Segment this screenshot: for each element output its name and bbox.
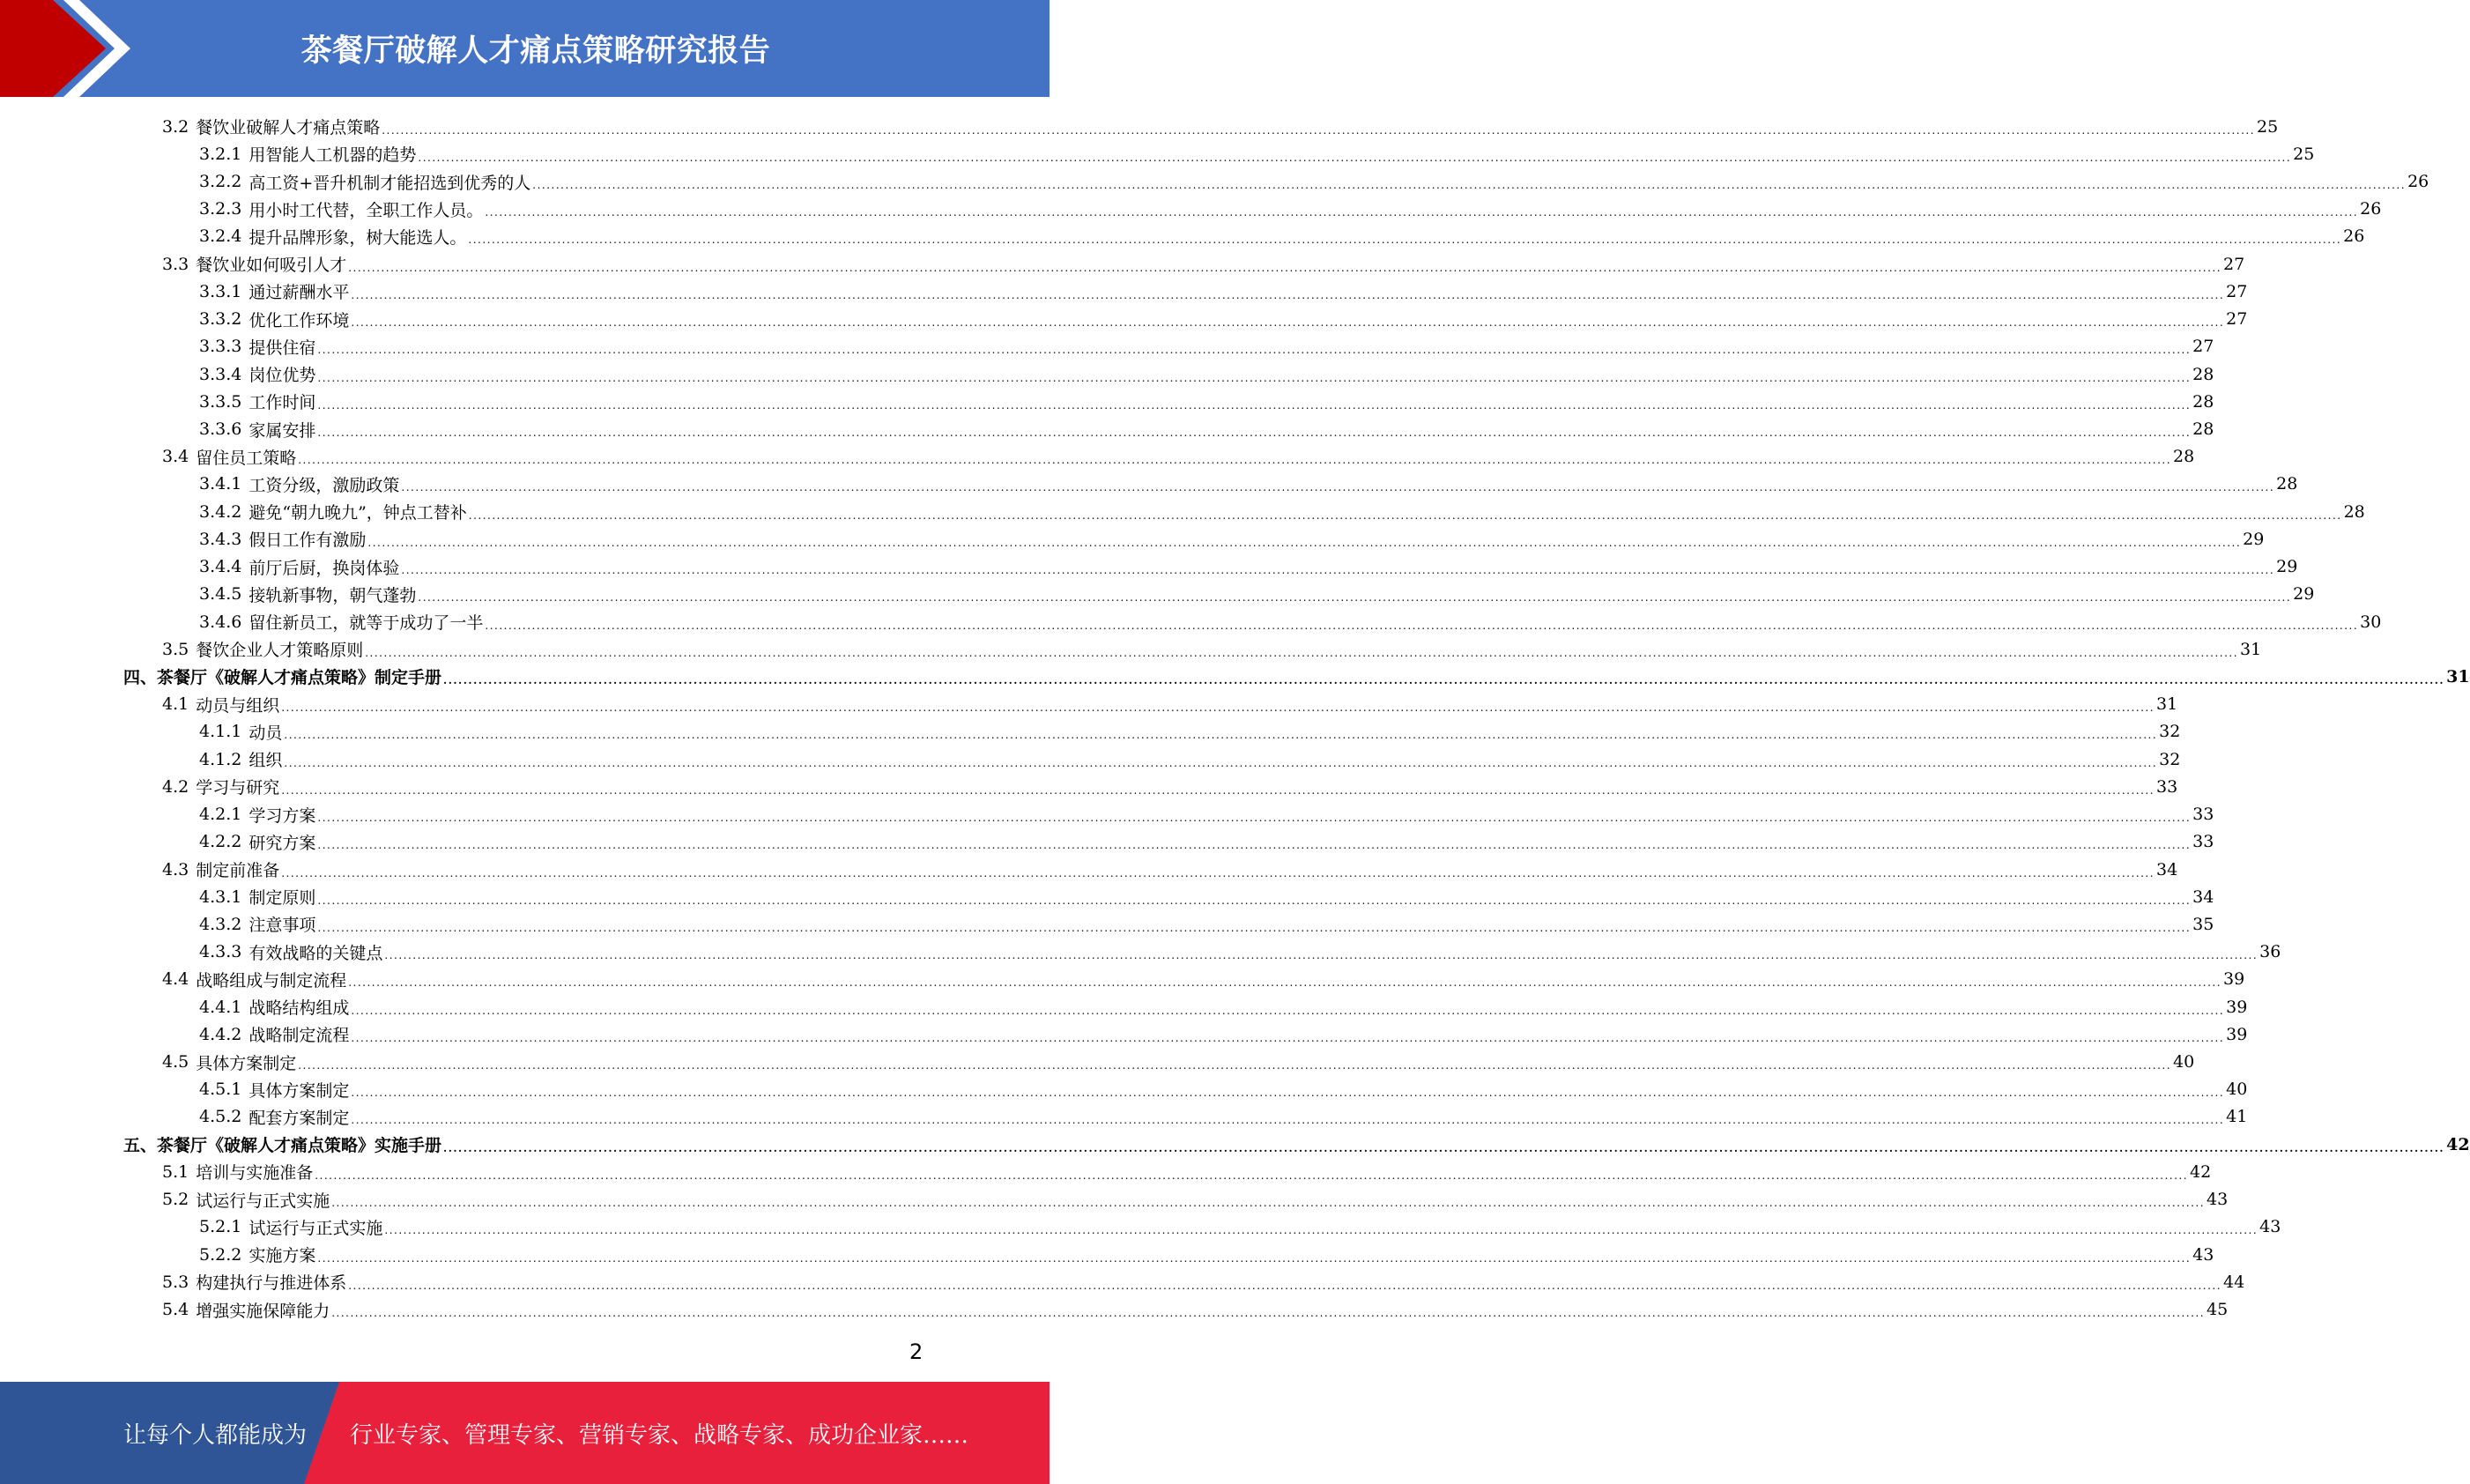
toc-entry-title: 试运行与正式实施 (248, 1218, 383, 1238)
toc-entry[interactable] (123, 718, 2181, 746)
toc-entry-title: 构建执行与推进体系 (196, 1273, 347, 1294)
toc-entry-page: 41 (2226, 1107, 2248, 1127)
toc-entry[interactable] (123, 498, 2365, 525)
toc-entry[interactable] (123, 1213, 2281, 1241)
toc-entry-number: 4.2.2 (199, 832, 242, 852)
toc-entry-number: 4.1 (162, 694, 189, 715)
footer-banner (0, 1382, 1050, 1484)
toc-dot-leader: ................................................................................................................................................................................................................................................................................................................................................................................................................ (443, 673, 2445, 686)
toc-entry-page: 42 (2446, 1134, 2470, 1154)
toc-entry-page: 33 (2156, 776, 2178, 797)
toc-entry-number: 3.2.4 (199, 226, 242, 247)
toc-entry-number: 5.3 (162, 1272, 189, 1292)
toc-entry-number: 5.1 (162, 1161, 189, 1182)
toc-entry-page: 43 (2259, 1217, 2281, 1237)
toc-entry-title: 组织 (248, 751, 283, 771)
toc-entry-title: 具体方案制定 (248, 1080, 350, 1101)
toc-dot-leader: ................................................................................................................................................................................................................................................................................................................................................................................................................ (532, 179, 2407, 192)
toc-entry-number: 3.2.1 (199, 144, 242, 164)
toc-dot-leader: ................................................................................................................................................................................................................................................................................................................................................................................................................ (384, 949, 2259, 962)
toc-entry-page: 31 (2446, 666, 2470, 686)
toc-entry-page: 33 (2192, 832, 2214, 852)
toc-entry-title: 家属安排 (248, 420, 316, 441)
toc-entry-page: 28 (2276, 474, 2298, 494)
toc-entry-page: 28 (2192, 391, 2214, 412)
toc-dot-leader: ................................................................................................................................................................................................................................................................................................................................................................................................................ (284, 729, 2158, 742)
toc-dot-leader: ................................................................................................................................................................................................................................................................................................................................................................................................................ (401, 481, 2275, 494)
toc-entry-title: 战略制定流程 (248, 1026, 350, 1046)
toc-entry-page: 29 (2276, 557, 2298, 577)
toc-entry-page: 26 (2360, 199, 2382, 219)
toc-entry-number: 3.3.4 (199, 364, 242, 384)
toc-entry-page: 36 (2259, 942, 2281, 962)
toc-entry-title: 试运行与正式实施 (196, 1191, 330, 1211)
toc-entry[interactable] (123, 333, 2214, 360)
toc-dot-leader: ................................................................................................................................................................................................................................................................................................................................................................................................................ (351, 316, 2225, 330)
toc-dot-leader: ................................................................................................................................................................................................................................................................................................................................................................................................................ (281, 783, 2155, 797)
toc-entry-page: 30 (2360, 612, 2382, 632)
toc-entry-page: 45 (2207, 1300, 2229, 1320)
toc-dot-leader: ................................................................................................................................................................................................................................................................................................................................................................................................................ (317, 344, 2192, 357)
toc-entry-page: 31 (2156, 694, 2178, 715)
toc-entry-page: 32 (2159, 749, 2181, 769)
toc-entry-page: 39 (2226, 997, 2248, 1017)
toc-entry-title: 工作时间 (248, 393, 316, 413)
toc-entry-number: 3.4 (162, 447, 189, 467)
toc-entry[interactable] (123, 443, 2195, 471)
toc-entry-page: 29 (2243, 529, 2265, 549)
toc-dot-leader: ................................................................................................................................................................................................................................................................................................................................................................................................................ (351, 1004, 2225, 1017)
toc-entry-page: 34 (2192, 887, 2214, 907)
toc-entry-page: 39 (2226, 1024, 2248, 1044)
toc-entry-number: 3.3.1 (199, 281, 242, 301)
toc-entry-number: 3.2 (162, 116, 189, 137)
toc-entry-number: 4.3.2 (199, 914, 242, 934)
toc-entry-title: 动员与组织 (196, 695, 280, 716)
toc-entry[interactable] (123, 800, 2214, 827)
toc-entry[interactable] (123, 1076, 2248, 1103)
toc-dot-leader: ................................................................................................................................................................................................................................................................................................................................................................................................................ (485, 206, 2359, 219)
toc-entry-page: 29 (2293, 584, 2315, 605)
toc-entry[interactable] (123, 250, 2245, 278)
toc-entry-page: 27 (2223, 254, 2245, 274)
toc-dot-leader: ................................................................................................................................................................................................................................................................................................................................................................................................................ (298, 454, 2172, 467)
toc-entry-title: 学习方案 (248, 805, 316, 826)
toc-entry-page: 40 (2173, 1052, 2195, 1072)
toc-entry-page: 42 (2190, 1161, 2212, 1182)
toc-entry-title: 具体方案制定 (196, 1053, 297, 1073)
toc-entry-title: 留住员工策略 (196, 448, 297, 468)
toc-dot-leader: ................................................................................................................................................................................................................................................................................................................................................................................................................ (351, 1087, 2225, 1100)
toc-dot-leader: ................................................................................................................................................................................................................................................................................................................................................................................................................ (317, 812, 2192, 825)
toc-entry-number: 4.4.1 (199, 997, 242, 1017)
toc-entry-title: 前厅后厨，换岗体验 (248, 558, 400, 578)
toc-entry[interactable] (123, 140, 2315, 167)
toc-dot-leader: ................................................................................................................................................................................................................................................................................................................................................................................................................ (401, 564, 2275, 577)
toc-entry-page: 27 (2192, 337, 2214, 357)
toc-dot-leader: ................................................................................................................................................................................................................................................................................................................................................................................................................ (382, 123, 2256, 137)
toc-entry-title: 动员 (248, 723, 283, 743)
toc-entry-number: 3.4.6 (199, 612, 242, 632)
toc-entry[interactable] (123, 1268, 2245, 1295)
toc-entry[interactable] (123, 196, 2382, 223)
toc-entry-title: 制定原则 (248, 888, 316, 909)
toc-dot-leader: ................................................................................................................................................................................................................................................................................................................................................................................................................ (485, 619, 2359, 632)
toc-entry[interactable] (123, 828, 2214, 856)
toc-entry-title: 制定前准备 (196, 861, 280, 881)
page-number: 2 (909, 1339, 923, 1364)
toc-entry-title: 工资分级，激励政策 (248, 475, 400, 495)
toc-entry-number: 5.2.2 (199, 1244, 242, 1265)
toc-entry[interactable] (123, 525, 2265, 553)
toc-entry[interactable] (123, 415, 2214, 442)
toc-entry-number: 4.1.2 (199, 749, 242, 769)
toc-entry[interactable] (123, 278, 2248, 305)
toc-entry-number: 4.2 (162, 776, 189, 797)
toc-entry-page: 26 (2343, 226, 2365, 247)
toc-entry[interactable] (123, 167, 2429, 195)
toc-entry-page: 44 (2223, 1272, 2245, 1292)
toc-entry-title: 通过薪酬水平 (248, 283, 350, 303)
toc-entry-page: 43 (2207, 1190, 2229, 1210)
toc-dot-leader: ................................................................................................................................................................................................................................................................................................................................................................................................................ (468, 234, 2342, 247)
toc-entry[interactable] (123, 1186, 2229, 1213)
toc-dot-leader: ................................................................................................................................................................................................................................................................................................................................................................................................................ (365, 646, 2239, 659)
toc-dot-leader: ................................................................................................................................................................................................................................................................................................................................................................................................................ (443, 1141, 2445, 1154)
toc-entry-number: 3.3.6 (199, 419, 242, 440)
toc-entry[interactable] (123, 1158, 2212, 1185)
toc-entry-number: 4.5.2 (199, 1107, 242, 1127)
toc-entry[interactable] (123, 883, 2214, 910)
toc-entry-page: 40 (2226, 1080, 2248, 1100)
toc-entry-number: 3.3.5 (199, 391, 242, 412)
toc-entry[interactable] (123, 1103, 2248, 1131)
toc-dot-leader: ................................................................................................................................................................................................................................................................................................................................................................................................................ (317, 921, 2192, 934)
toc-entry[interactable] (123, 691, 2178, 718)
toc-entry[interactable] (123, 635, 2262, 663)
toc-dot-leader: ................................................................................................................................................................................................................................................................................................................................................................................................................ (281, 701, 2155, 715)
toc-entry[interactable] (123, 663, 2470, 690)
toc-entry-page: 32 (2159, 722, 2181, 742)
toc-entry-number: 3.4.3 (199, 529, 242, 549)
toc-entry[interactable] (123, 993, 2248, 1020)
toc-entry-number: 4.4.2 (199, 1024, 242, 1044)
toc-dot-leader: ................................................................................................................................................................................................................................................................................................................................................................................................................ (331, 1307, 2206, 1320)
toc-entry-title: 战略组成与制定流程 (196, 970, 347, 991)
toc-dot-leader: ................................................................................................................................................................................................................................................................................................................................................................................................................ (317, 398, 2192, 412)
toc-entry-number: 4.2.1 (199, 805, 242, 825)
toc-entry-number: 5.2.1 (199, 1217, 242, 1237)
toc-dot-leader: ................................................................................................................................................................................................................................................................................................................................................................................................................ (317, 894, 2192, 907)
toc-entry-number: 4.4 (162, 969, 189, 990)
toc-entry-title: 研究方案 (248, 833, 316, 853)
toc-entry-title: 假日工作有激励 (248, 531, 367, 551)
toc-dot-leader: ................................................................................................................................................................................................................................................................................................................................................................................................................ (348, 1279, 2222, 1292)
toc-dot-leader: ................................................................................................................................................................................................................................................................................................................................................................................................................ (348, 261, 2222, 274)
toc-entry[interactable] (123, 1048, 2195, 1075)
toc-entry[interactable] (123, 306, 2248, 333)
footer-slogan-left: 让每个人都能成为 (123, 1422, 308, 1449)
header-banner (0, 0, 1050, 97)
toc-dot-leader: ................................................................................................................................................................................................................................................................................................................................................................................................................ (317, 1251, 2192, 1265)
toc-entry-page: 28 (2173, 447, 2195, 467)
toc-entry-page: 26 (2407, 172, 2429, 192)
toc-entry-title: 实施方案 (248, 1246, 316, 1266)
toc-entry[interactable] (123, 939, 2281, 966)
toc-entry-title: 提升品牌形象，树大能选人。 (248, 227, 467, 248)
toc-entry-number: 3.3.3 (199, 337, 242, 357)
toc-entry-number: 3.4.1 (199, 474, 242, 494)
toc-entry[interactable] (123, 856, 2178, 883)
toc-entry-number: 3.2.2 (199, 172, 242, 192)
toc-entry[interactable] (123, 608, 2382, 635)
toc-dot-leader: ................................................................................................................................................................................................................................................................................................................................................................................................................ (384, 1224, 2259, 1237)
toc-entry-title: 留住新员工，就等于成功了一半 (248, 613, 484, 634)
toc-dot-leader: ................................................................................................................................................................................................................................................................................................................................................................................................................ (351, 288, 2225, 301)
toc-dot-leader: ................................................................................................................................................................................................................................................................................................................................................................................................................ (298, 1059, 2172, 1072)
toc-entry-page: 27 (2226, 309, 2248, 330)
toc-entry-page: 28 (2192, 419, 2214, 440)
toc-entry[interactable] (123, 966, 2245, 993)
toc-entry-page: 34 (2156, 859, 2178, 879)
toc-entry[interactable] (123, 223, 2365, 250)
toc-entry-title: 战略结构组成 (248, 998, 350, 1019)
toc-entry-title: 餐饮企业人才策略原则 (196, 641, 364, 661)
toc-entry-title: 增强实施保障能力 (196, 1301, 330, 1321)
toc-entry-number: 3.3.2 (199, 309, 242, 330)
footer-slogan-right: 行业专家、管理专家、营销专家、战略专家、成功企业家…… (350, 1422, 969, 1449)
toc-entry-number: 3.4.5 (199, 584, 242, 605)
toc-dot-leader: ................................................................................................................................................................................................................................................................................................................................................................................................................ (331, 1197, 2206, 1210)
toc-entry[interactable] (123, 388, 2214, 415)
toc-dot-leader: ................................................................................................................................................................................................................................................................................................................................................................................................................ (351, 1031, 2225, 1044)
toc-entry-title: 四、茶餐厅《破解人才痛点策略》制定手册 (123, 668, 442, 688)
toc-entry-title: 配套方案制定 (248, 1108, 350, 1128)
toc-entry-title: 培训与实施准备 (196, 1163, 314, 1183)
toc-entry[interactable] (123, 1020, 2248, 1048)
toc-dot-leader: ................................................................................................................................................................................................................................................................................................................................................................................................................ (418, 151, 2292, 164)
toc-entry-title: 提供住宿 (248, 338, 316, 358)
document-title: 茶餐厅破解人才痛点策略研究报告 (300, 33, 771, 69)
toc-entry-page: 39 (2223, 969, 2245, 990)
toc-entry-page: 25 (2257, 116, 2279, 137)
toc-entry-number: 4.3 (162, 859, 189, 879)
toc-entry-number: 5.2 (162, 1190, 189, 1210)
toc-entry-number: 3.4.2 (199, 501, 242, 522)
toc-dot-leader: ................................................................................................................................................................................................................................................................................................................................................................................................................ (317, 427, 2192, 440)
toc-entry-number: 3.4.4 (199, 557, 242, 577)
toc-entry-title: 餐饮业破解人才痛点策略 (196, 118, 381, 138)
toc-entry-title: 注意事项 (248, 916, 316, 936)
toc-entry-title: 用智能人工机器的趋势 (248, 145, 417, 166)
toc-entry[interactable] (123, 553, 2298, 581)
toc-entry[interactable] (123, 113, 2279, 140)
toc-entry-number: 4.1.1 (199, 722, 242, 742)
toc-entry-number: 3.5 (162, 639, 189, 659)
toc-entry-page: 25 (2293, 144, 2315, 164)
toc-entry[interactable] (123, 1131, 2470, 1158)
toc-entry-page: 33 (2192, 805, 2214, 825)
toc-entry-title: 餐饮业如何吸引人才 (196, 256, 347, 276)
toc-entry-title: 接轨新事物，朝气蓬勃 (248, 585, 417, 605)
toc-entry-title: 学习与研究 (196, 778, 280, 798)
toc-dot-leader: ................................................................................................................................................................................................................................................................................................................................................................................................................ (418, 591, 2292, 605)
toc-entry[interactable] (123, 360, 2214, 388)
toc-entry-number: 3.2.3 (199, 199, 242, 219)
toc-entry-title: 五、茶餐厅《破解人才痛点策略》实施手册 (123, 1136, 442, 1156)
toc-entry-title: 有效战略的关键点 (248, 943, 383, 963)
toc-dot-leader: ................................................................................................................................................................................................................................................................................................................................................................................................................ (284, 756, 2158, 769)
toc-entry-number: 4.3.3 (199, 942, 242, 962)
table-of-contents (123, 113, 2470, 1324)
toc-entry-title: 避免“朝九晚九”，钟点工替补 (248, 503, 467, 523)
toc-entry[interactable] (123, 1241, 2214, 1268)
toc-entry-title: 高工资+晋升机制才能招选到优秀的人 (248, 173, 531, 193)
toc-entry-page: 28 (2343, 501, 2365, 522)
toc-entry-number: 4.5 (162, 1052, 189, 1072)
toc-entry-number: 4.3.1 (199, 887, 242, 907)
toc-dot-leader: ................................................................................................................................................................................................................................................................................................................................................................................................................ (367, 536, 2242, 549)
toc-entry[interactable] (123, 910, 2214, 938)
toc-entry-number: 5.4 (162, 1300, 189, 1320)
toc-dot-leader: ................................................................................................................................................................................................................................................................................................................................................................................................................ (351, 1114, 2225, 1127)
toc-dot-leader: ................................................................................................................................................................................................................................................................................................................................................................................................................ (317, 371, 2192, 384)
toc-entry[interactable] (123, 773, 2178, 800)
toc-entry-page: 35 (2192, 914, 2214, 934)
toc-entry-page: 31 (2240, 639, 2262, 659)
toc-entry-title: 岗位优势 (248, 366, 316, 386)
toc-dot-leader: ................................................................................................................................................................................................................................................................................................................................................................................................................ (315, 1169, 2189, 1182)
toc-entry[interactable] (123, 1295, 2229, 1323)
toc-dot-leader: ................................................................................................................................................................................................................................................................................................................................................................................................................ (348, 976, 2222, 990)
toc-dot-leader: ................................................................................................................................................................................................................................................................................................................................................................................................................ (317, 839, 2192, 852)
toc-entry-page: 43 (2192, 1244, 2214, 1265)
toc-entry[interactable] (123, 746, 2181, 773)
toc-entry-title: 优化工作环境 (248, 310, 350, 330)
toc-entry[interactable] (123, 471, 2298, 498)
toc-entry-title: 用小时工代替，全职工作人员。 (248, 200, 484, 220)
toc-entry-page: 28 (2192, 364, 2214, 384)
toc-entry-number: 3.3 (162, 254, 189, 274)
toc-entry-page: 27 (2226, 281, 2248, 301)
toc-dot-leader: ................................................................................................................................................................................................................................................................................................................................................................................................................ (281, 866, 2155, 879)
toc-entry-number: 4.5.1 (199, 1080, 242, 1100)
toc-entry[interactable] (123, 581, 2315, 608)
toc-dot-leader: ................................................................................................................................................................................................................................................................................................................................................................................................................ (468, 508, 2342, 522)
